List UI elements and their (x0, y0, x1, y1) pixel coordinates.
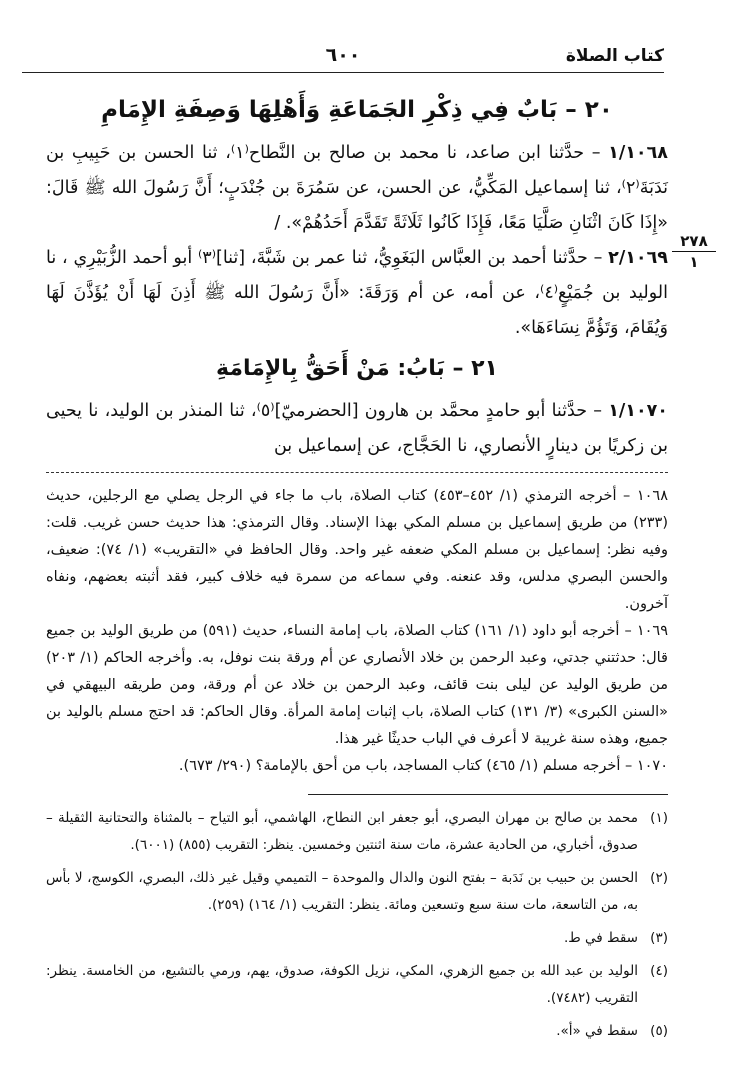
footnote-number: (٤) (650, 963, 668, 979)
footnotes (46, 805, 668, 1045)
margin-note-top: ٢٧٨ (672, 234, 716, 252)
takhrij-notes (46, 483, 668, 780)
footnote-text: سقط في «أ». (556, 1023, 638, 1039)
manuscript-margin-note (672, 234, 716, 269)
footnote-4 (46, 958, 668, 1012)
footnote-number: (٢) (650, 870, 668, 886)
footnote-text: الوليد بن عبد الله بن جميع الزهري، المكي، نزيل الكوفة، صدوق، يهم، ورمي بالتشيع، من الخامسة. ينظر: التقريب (٧٤٨٢). (46, 963, 638, 1006)
footnote-text: الحسن بن حبيب بن نَدَبة – بفتح النون والدال والموحدة – التميمي وقيل غير ذلك، البصري، الكوسج، لا بأس به، من التاسعة، مات سنة سبع وتسعين ومائة. ينظر: التقريب (١/ ١٦٤) (٢٥٩). (46, 870, 638, 913)
footnote-rule (308, 794, 668, 795)
footnote-text: محمد بن صالح بن مهران البصري، أبو جعفر ابن النطاح، الهاشمي، أبو التياح – بالمثناة والتحتانية الثقيلة – صدوق، أخباري، من الحادية عشرة، مات سنة اثنتين وخمسين. ينظر: التقريب (٨٥٥) (٦٠٠١). (46, 810, 638, 853)
footnote-5 (46, 1018, 668, 1045)
footnote-number: (١) (650, 810, 668, 826)
footnote-3 (46, 925, 668, 952)
footnote-text: سقط في ط. (563, 930, 638, 946)
hadith-text: – حدَّثنا أبو حامدٍ محمَّد بن هارون [الحضرميّ]⁽٥⁾، ثنا المنذر بن الوليد، نا يحيى بن زكريًا بن دينارٍ الأنصاري، نا الحَجَّاج، عن إسماعيل بن (46, 401, 668, 456)
page-header (22, 40, 664, 73)
takhrij-1068: ١٠٦٨ – أخرجه الترمذي (١/ ٤٥٢–٤٥٣) كتاب الصلاة، باب ما جاء في الرجل يصلي مع الرجلين، حديث (٢٣٣) من طريق إسماعيل بن مسلم المكي بهذا الإسناد. وقال الترمذي: هذا حديث حسن غريب. قلت: وفيه نظر: إسماعيل بن مسلم المكي ضعفه غير واحد. وقال الحافظ في «التقريب» (١/ ٧٤): ضعيف، والحسن البصري مدلس، وقد عنعنه. وفي سماعه من سمرة فيه خلاف كبير، فقد أثبته بعضهم، ونفاه آخرون. (46, 488, 669, 612)
page-number: ٦٠٠ (325, 44, 361, 66)
hadith-1068 (46, 136, 668, 241)
hadith-text: – حدَّثنا أحمد بن العبَّاس البَغَوِيُّ، ثنا عمر بن شَبَّةَ، [ثنا]⁽٣⁾ أبو أحمد الزُّبَيْرِي ، نا الوليد بن جُمَيْعٍ⁽٤⁾، عن أمه، عن أم وَرَقَةَ: «أَنَّ رَسُولَ الله ﷺ أَذِنَ لَهَا أَنْ يُؤَذَّنَ لَهَا وَيُقَامَ، وَتَؤُمَّ نِسَاءَهَا». (46, 248, 668, 338)
margin-note-bottom: ١ (689, 253, 699, 271)
hadith-text: – حدَّثنا ابن صاعد، نا محمد بن صالح بن النَّطاح⁽١⁾، ثنا الحسن بن حَبِيبِ بن نَدَبَةَ⁽٢⁾، ثنا إسماعيل المَكِّيُّ، عن الحسن، عن سَمُرَةَ بن جُنْدَبٍ؛ أَنَّ رَسُولَ الله ﷺ قَالَ: «إِذَا كَانَ اثْنَانِ صَلَّيَا مَعًا، فَإِذَا كَانُوا ثَلَاثَةً تَقَدَّمَ أَحَدُهُمْ». / (46, 143, 668, 233)
takhrij-1069: ١٠٦٩ – أخرجه أبو داود (١/ ١٦١) كتاب الصلاة، باب إمامة النساء، حديث (٥٩١) من طريق الوليد بن جميع قال: حدثتني جدتي، وعبد الرحمن بن خلاد الأنصاري عن أم ورقة بنت نوفل، به. وأخرجه الحاكم (١/ ٢٠٣) من طريق الوليد عن ليلى بنت قائف، وعبد الرحمن بن خلاد عن أم ورقة، ومن طريقه البيهقي في «السنن الكبرى» (٣/ ١٣١) كتاب الصلاة، باب إثبات إمامة المرأة. وقال الحاكم: قد احتج مسلم بالوليد بن جميع، وهذه سنة غريبة لا أعرف في الباب حديثًا غير هذا. (46, 623, 669, 747)
dashed-divider (46, 472, 668, 473)
hadith-1069 (46, 241, 668, 346)
running-title: كتاب الصلاة (565, 46, 664, 66)
takhrij-1070: ١٠٧٠ – أخرجه مسلم (١/ ٤٦٥) كتاب المساجد، باب من أحق بالإمامة؟ (٢٩٠/ ٦٧٣). (178, 758, 668, 774)
footnote-number: (٥) (650, 1023, 668, 1039)
hadith-1070 (46, 394, 668, 464)
main-text (46, 88, 668, 1051)
hadith-number: ١/١٠٧٠ (608, 401, 668, 421)
chapter-heading-20: ٢٠ – بَابٌ فِي ذِكْرِ الجَمَاعَةِ وَأَهْلِهَا وَصِفَةِ الإِمَامِ (101, 97, 613, 123)
hadith-number: ٢/١٠٦٩ (608, 248, 668, 268)
hadith-number: ١/١٠٦٨ (608, 143, 668, 163)
chapter-heading-21: ٢١ – بَابُ: مَنْ أَحَقُّ بِالإِمَامَةِ (216, 356, 498, 381)
footnote-2 (46, 865, 668, 919)
footnote-1 (46, 805, 668, 859)
footnote-number: (٣) (650, 930, 668, 946)
